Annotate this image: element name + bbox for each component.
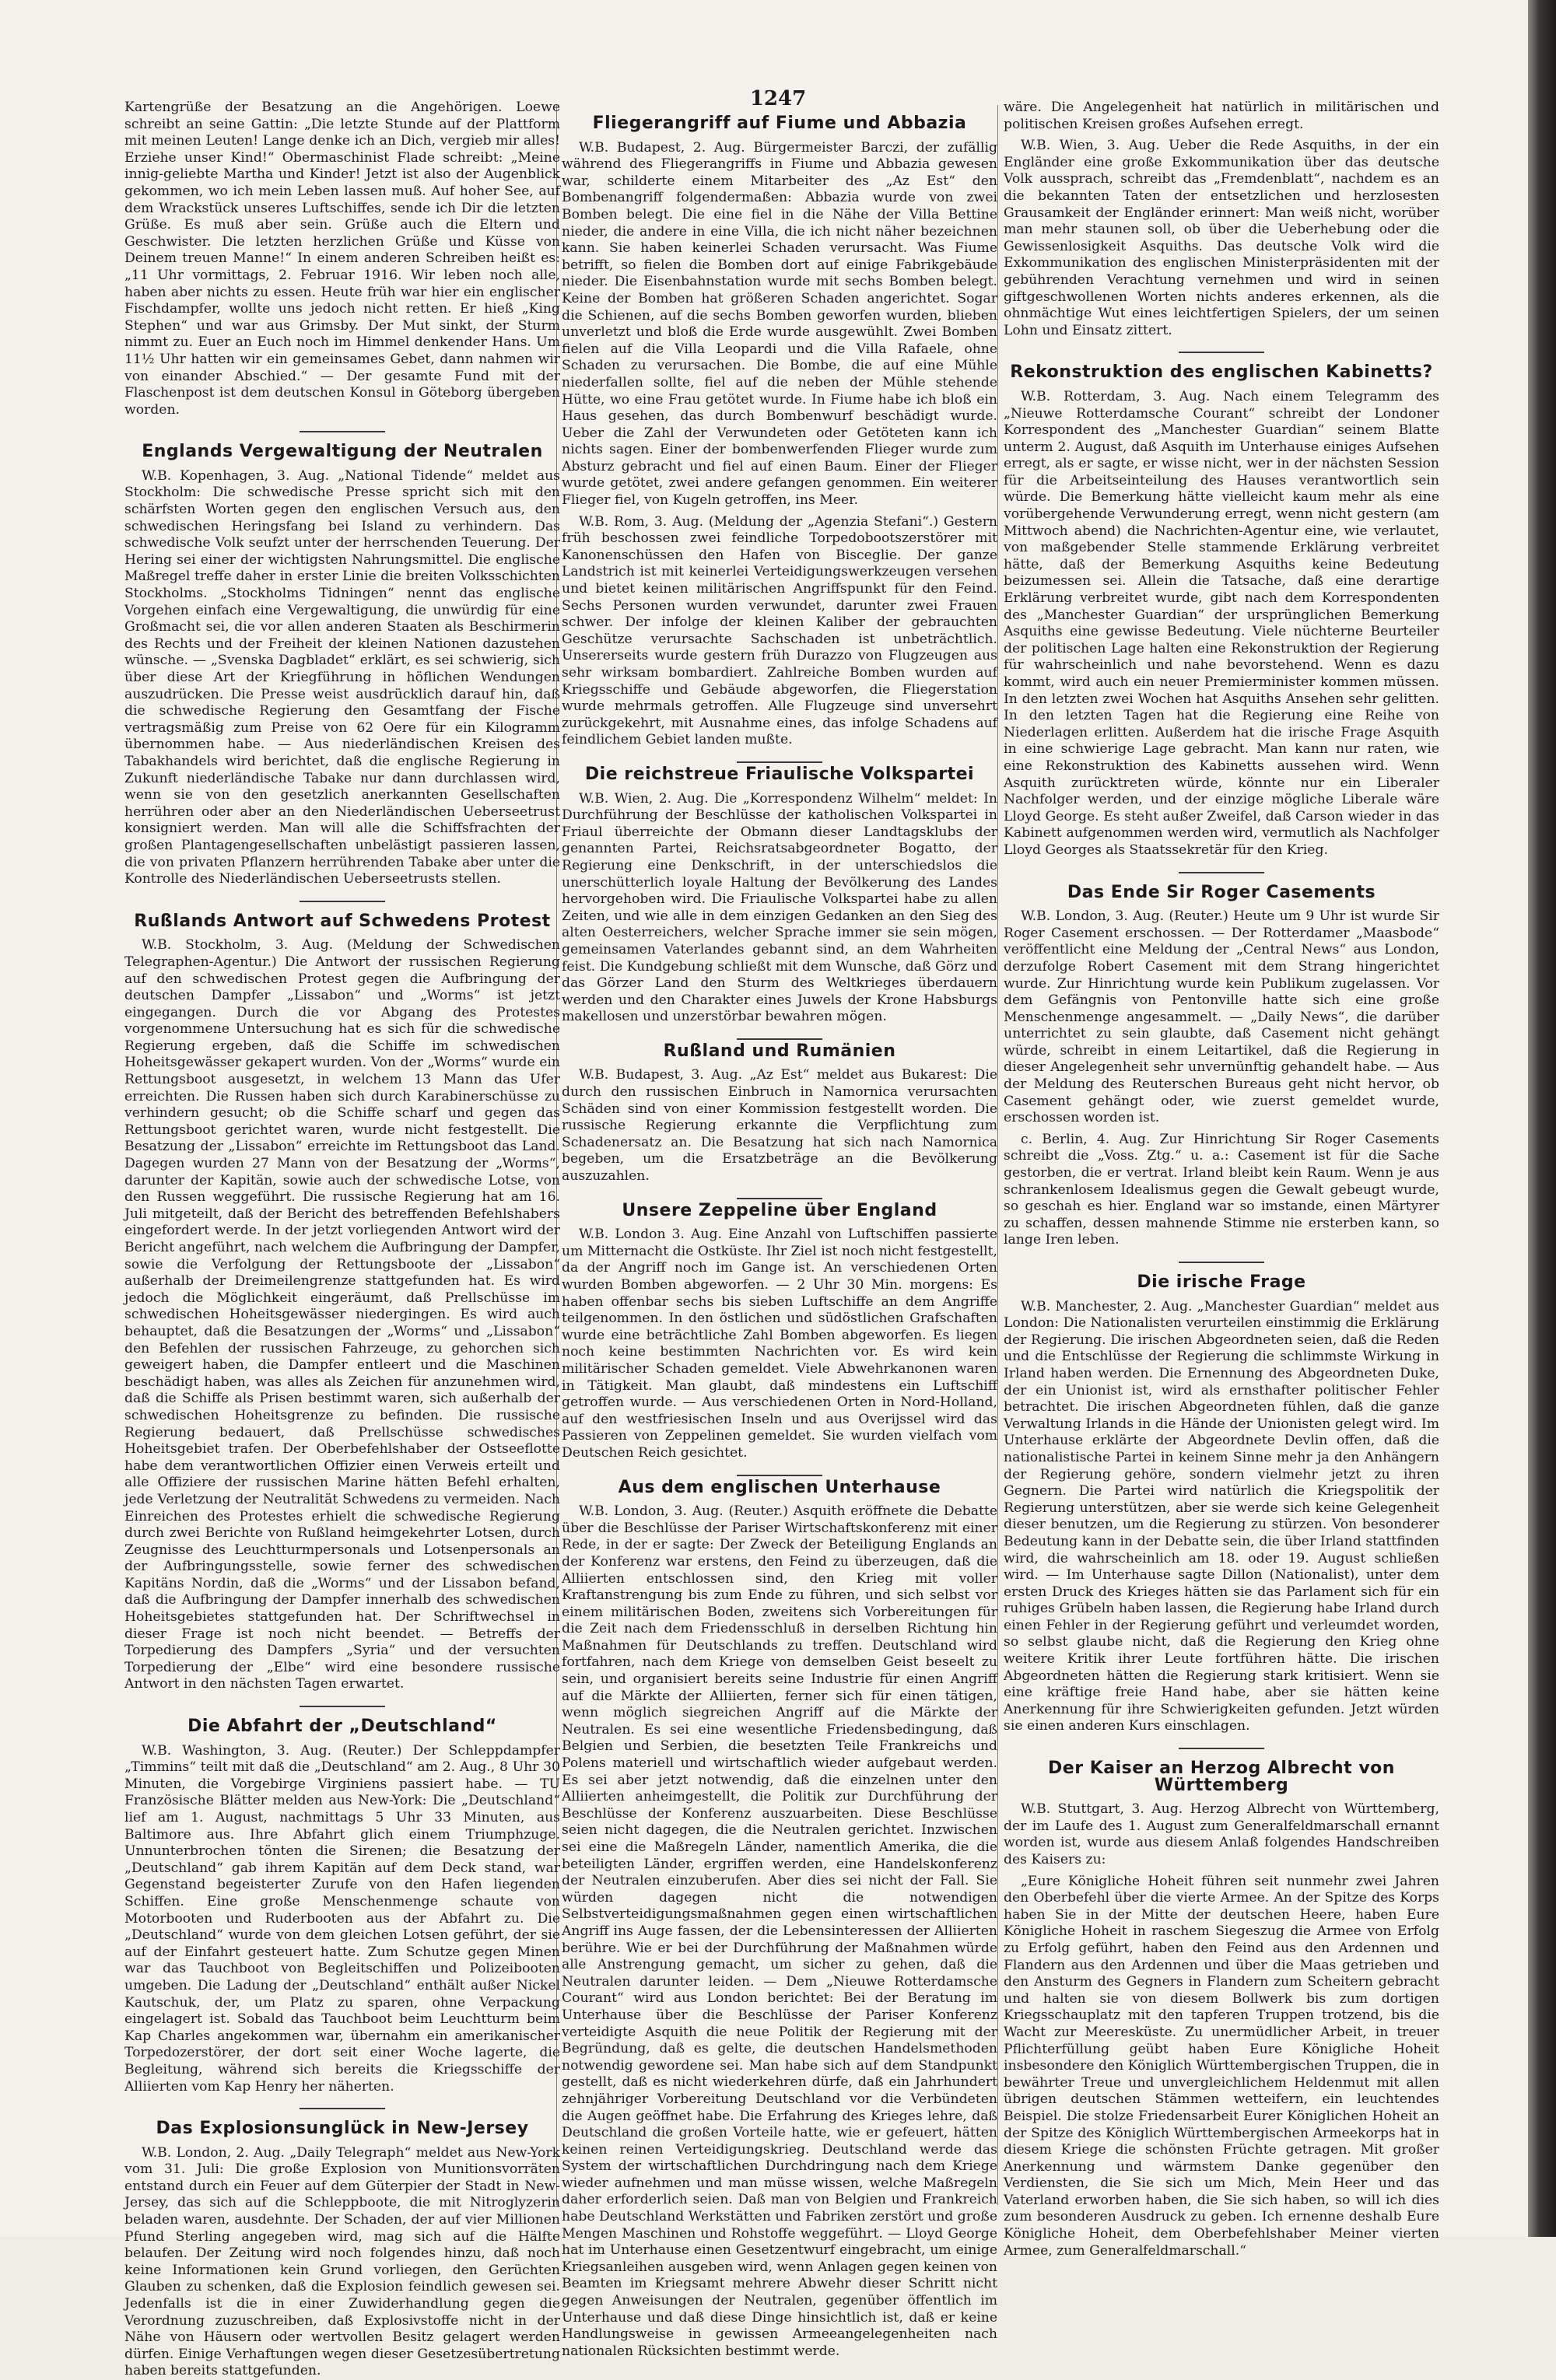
article-paragraph: W.B. Wien, 3. Aug. Ueber die Rede Asquiths, in der ein Engländer eine große Exkommunikation über das deutsche Volk aussprach, schreibt das „Fremdenblatt“, nachdem es an die bekannten Taten der entsetzlichen und herzlosesten Grausamkeit der Engländer erinnert: Man weiß nicht, worüber man mehr staunen soll, ob über die Ueberhebung oder die Gewissenlosigkeit Asquiths. Das deutsche Volk wird die Exkommunikation des englischen Ministerpräsidenten mit der gebührenden Verachtung vernehmen und wird in seinen giftgeschwollenen Worten nichts anderes erkennen, als die ohnmächtige Wut eines leichtfertigen Spielers, der um seinen Lohn und Einsatz zittert. (1004, 138, 1439, 338)
article (124, 443, 560, 901)
article-headline: Die reichstreue Friaulische Volkspartei (584, 764, 975, 784)
article-separator (300, 901, 385, 902)
article-headline: Die Abfahrt der „Deutschland“ (187, 1717, 497, 1737)
article-headline: Das Explosionsunglück in New-Jersey (156, 2119, 529, 2139)
article-paragraph: c. Berlin, 4. Aug. Zur Hinrichtung Sir Roger Casements schreibt die „Voss. Ztg.“ u. a.: Casement ist für die Sache gestorben, die er vertrat. Irland bleibt kein Raum. Wenn je aus schrankenlosem Idealismus gegen die Gewalt gebeugt wurde, so geschah es hier. England war so imstande, einen Märtyrer zu schaffen, dessen mahnende Stimme nie ersterben kann, so lange Iren leben. (1004, 1131, 1439, 1248)
article-separator (300, 1706, 385, 1707)
article-paragraph: W.B. Rom, 3. Aug. (Meldung der „Agenzia Stefani“.) Gestern früh beschossen zwei feindliche Torpedobootszerstörer mit Kanonenschüssen den Hafen von Bisceglie. Der ganze Landstrich ist mit keinerlei Verteidigungswerkzeugen versehen und bietet keinen militärischen Angriffspunkt für den Feind. Sechs Personen wurden verwundet, darunter zwei Frauen schwer. Der infolge der kleinen Kaliber der gebrauchten Geschütze verursachte Sachschaden ist unbeträchtlich. Unsererseits wurde gestern früh Durazzo von Flugzeugen aus sehr wirksam bombardiert. Zahlreiche Bomben wurden auf Kriegsschiffe und Gebäude abgeworfen, die Fliegerstation wurde mehrmals getroffen. Alle Flugzeuge sind unversehrt zurückgekehrt, mit Ausnahme eines, das infolge Schadens auf feindlichem Gebiet landen mußte. (562, 513, 997, 748)
column-right (1004, 100, 1439, 2259)
article (124, 100, 560, 432)
article-headline: Die irische Frage (1137, 1272, 1306, 1292)
article-paragraph: W.B. London 3. Aug. Eine Anzahl von Luftschiffen passierte um Mitternacht die Ostküste. Ihr Ziel ist noch nicht festgestellt, da der Angriff noch im Gange ist. An verschiedenen Orten wurden Bomben abgeworfen. — 2 Uhr 30 Min. morgens: Es haben offenbar sechs bis sieben Luftschiffe an dem Angriffe teilgenommen. In den östlichen und südöstlichen Grafschaften wurde eine beträchtliche Zahl Bomben abgeworfen. Es liegen noch keine bestimmten Nachrichten vor. Es wird kein militärischer Schaden gemeldet. Viele Abwehrkanonen waren in Tätigkeit. Man glaubt, daß mindestens ein Luftschiff getroffen wurde. — Aus verschiedenen Orten in Nord-Holland, auf den westfriesischen Inseln und aus Overijssel wird das Passieren von Zeppelinen gemeldet. Sie wurden vielfach vom Deutschen Reich gesichtet. (562, 1227, 997, 1461)
article-paragraph: W.B. London, 2. Aug. „Daily Telegraph“ meldet aus New-York vom 31. Juli: Die große Explosion von Munitionsvorräten entstand durch ein Feuer auf dem Güterpier der Stadt in New-Jersey, das sich auf die Schleppboote, die mit Nitroglyzerin beladen waren, ausdehnte. Der Schaden, der auf vier Millionen Pfund Sterling angegeben wird, mag sich auf die Hälfte belaufen. Der Zeitung wird noch folgendes hinzu, daß noch keine Informationen kein Grund vorliegen, den Gerüchten Glauben zu schenken, daß die Explosion feindlich gewesen sei. Jedenfalls ist die in einer Zuwiderhandlung gegen die Verordnung zuzuschreiben, daß Explosivstoffe nicht in der Nähe von Häusern oder wertvollen Besitz gelagert werden dürfen. Einige Verhaftungen wegen dieser Gesetzesübertretung haben bereits stattgefunden. (124, 2144, 560, 2379)
article-separator (300, 431, 385, 432)
article (1004, 884, 1439, 1263)
article-headline: Der Kaiser an Herzog Albrecht von Württemberg (1048, 1759, 1395, 1795)
article (124, 913, 560, 1707)
article-paragraph: Kartengrüße der Besatzung an die Angehörigen. Loewe schreibt an seine Gattin: „Die letzte Stunde auf der Plattform mit meinen Leuten! Lange denke ich an Dich, vergieb mir alles! Erziehe unser Kind!“ Obermaschinist Flade schreibt: „Meine innig-geliebte Martha und Kinder! Jetzt ist also der Augenblick gekommen, wo ich mein Leben lassen muß. Auf hoher See, auf dem Wrackstück unseres Luftschiffes, sende ich Dir die letzten Grüße. Es muß aber sein. Grüße auch die Eltern und Geschwister. Die letzten herzlichen Grüße und Küsse von Deinem treuen Manne!“ In einem anderen Schreiben heißt es: „11 Uhr vormittags, 2. Februar 1916. Wir leben noch alle, haben aber nichts zu essen. Heute früh war hier ein englischer Fischdampfer, wollte uns jedoch nicht retten. Er hieß „King Stephen“ und war aus Grimsby. Der Mut sinkt, der Sturm nimmt zu. Euer an Euch noch im Himmel denkender Hans. Um 11½ Uhr hatten wir ein gemeinsames Gebet, dann nahmen wir von einander Abschied.“ — Der gesamte Fund mit der Flaschenpost ist dem deutschen Konsul in Göteborg übergeben worden. (124, 100, 560, 418)
article-paragraph: W.B. Manchester, 2. Aug. „Manchester Guardian“ meldet aus London: Die Nationalisten verurteilen einstimmig die Erklärung der Regierung. Die irischen Abgeordneten seien, daß die Reden und die Entschlüsse der Regierung die schlimmste Wirkung in Irland haben werden. Die Ernennung des Abgeordneten Duke, der ein Unionist ist, wird als ernsthafter politischer Fehler betrachtet. Die irischen Abgeordneten fühlen, daß die ganze Verwaltung Irlands in die Hände der Unionisten gelegt wird. Im Unterhause erklärte der Abgeordnete Devlin offen, daß die nationalistische Partei in keinem Sinne mehr ja den Anhängern der Regierung gehöre, sondern vielmehr jetzt zu ihren Gegnern. Die Partei wird natürlich die Kriegspolitik der Regierung unterstützen, aber sie werde sich keine Gelegenheit dieser benutzen, um die Regierung zu stürzen. Von besonderer Bedeutung kann in der Debatte sein, die über Irland stattfinden wird, die wahrscheinlich am 18. oder 19. August schließen wird. — Im Unterhause sagte Dillon (Nationalist), unter dem ersten Druck des Krieges hätten sie das Parlament sich für ein ruhiges Grübeln haben lassen, die Regierung habe Irland durch einen Fehler in der Regierung geführt und verleumdet worden, so selbst glaube nicht, daß die Regierung den Krieg ohne weitere Kritik ihrer Leute fortführen hätte. Die irischen Abgeordneten hätten die Regierung stark kritisiert. Wenn sie eine kräftige freie Hand habe, aber sie hätten keine Anerkennung für ihre Schwierigkeiten gefunden. Jetzt würden sie einen anderen Kurs einschlagen. (1004, 1298, 1439, 1734)
article-headline: Rußlands Antwort auf Schwedens Protest (134, 911, 551, 931)
article-headline: Das Ende Sir Roger Casements (1067, 882, 1376, 902)
article-headline: Rußland und Rumänien (663, 1041, 896, 1061)
article-paragraph: W.B. Kopenhagen, 3. Aug. „National Tidende“ meldet aus Stockholm: Die schwedische Presse spricht sich mit den schärfsten Worten gegen den englischen Versuch aus, den schwedischen Heringsfang bei Island zu verhindern. Das schwedische Volk seufzt unter der herrschenden Teuerung. Der Hering sei einer der wichtigsten Nahrungsmittel. Die englische Maßregel treffe daher in erster Linie die breiten Volksschichten Stockholms. „Stockholms Tidningen“ nennt das englische Vorgehen einfach eine Vergewaltigung, die unwürdig für eine Großmacht sei, die vor allen anderen Staaten als Beschirmerin des Rechts und der Freiheit der kleinen Nationen dazustehen wünsche. — „Svenska Dagbladet“ erklärt, es sei schwierig, sich über diese Art der Kriegführung in höflichen Wendungen auszudrücken. Die Presse weist ausdrücklich darauf hin, daß die schwedische Regierung den Gesamtfang der Fische vertragsmäßig zum Preise von 62 Oere für ein Kilogramm übernommen habe. — Aus niederländischen Kreisen des Tabakhandels wird berichtet, daß die englische Regierung in Zukunft niederländische Tabake nur dann durchlassen wird, wenn sie von den gesetzlich anerkannten Gesellschaften herrühren oder aber an den Niederländischen Ueberseetrust konsigniert werden. Man will alle die Schiffsfrachten der großen Plantagengesellschaften unbelästigt passieren lassen, die von privaten Pflanzern herrührenden Tabake aber unter die Kontrolle des Niederländischen Ueberseetrusts stellen. (124, 467, 560, 887)
column-divider (997, 105, 998, 2205)
article-headline: Fliegerangriff auf Fiume und Abbazia (592, 114, 967, 133)
article-paragraph: W.B. Washington, 3. Aug. (Reuter.) Der Schleppdampfer „Timmins“ teilt mit daß die „Deutschland“ am 2. Aug., 8 Uhr 30 Minuten, die Vorgebirge Virginiens passiert habe. — TU Französische Blätter melden aus New-York: Die „Deutschland“ lief am 1. August, nachmittags 5 Uhr 33 Minuten, aus Baltimore aus. Ihre Abfahrt glich einem Triumphzuge. Unnunterbrochen tönten die Sirenen; die Besatzung der „Deutschland“ gab ihrem Kapitän auf dem Deck stand, war Gegenstand begeisterter Zurufe von den Hafen liegenden Schiffen. Eine große Menschenmenge schaute von Motorbooten und Ruderbooten aus der Abfahrt zu. Die „Deutschland“ wurde von dem gleichen Lotsen geführt, der sie auf der Einfahrt gesteuert hatte. Zum Schutze gegen Minen war das Tauchboot von Begleitschiffen und Polizeibooten umgeben. Die Ladung der „Deutschland“ enthält außer Nickel Kautschuk, der, um Platz zu sparen, ohne Verpackung eingelagert ist. Sobald das Tauchboot beim Leuchtturm beim Kap Charles angekommen war, übernahm ein amerikanischer Torpedozerstörer, der dort seit einer Woche lagerte, die Begleitung, während sich bereits die Kriegsschiffe der Alliierten vom Kap Henry her näherten. (124, 1742, 560, 2095)
page-number: 1247 (749, 87, 807, 110)
article-headline: Rekonstruktion des englischen Kabinetts? (1010, 362, 1433, 383)
article (562, 1043, 997, 1199)
article-headline: Aus dem englischen Unterhause (618, 1477, 941, 1497)
article-headline: Unsere Zeppeline über England (622, 1200, 937, 1220)
column-middle (562, 114, 997, 2359)
article-separator (1179, 1748, 1264, 1749)
article-separator (1179, 352, 1264, 353)
article-separator (737, 1038, 822, 1040)
article-paragraph: W.B. Budapest, 2. Aug. Bürgermeister Barczi, der zufällig während des Fliegerangriffs in Fiume und Abbazia gewesen war, schilderte einem Mitarbeiter des „Az Est“ den Bombenangriff folgendermaßen: Abbazia wurde von zwei Bomben belegt. Die eine fiel in die Nähe der Villa Bettine nieder, die andere in eine Villa, die ich nicht näher bezeichnen kann. Sie haben keinerlei Schaden verursacht. Was Fiume betrifft, so fielen die Bomben dort auf einige Fabrikgebäude nieder. Die Eisenbahnstation wurde mit sechs Bomben belegt. Keine der Bomben hat größeren Schaden angerichtet. Sogar die Schienen, auf die sechs Bomben geworfen wurden, blieben unverletzt und bloß die Erde wurde ausgewühlt. Zwei Bomben fielen auf die Villa Leopardi und die Villa Rafaele, ohne Schaden zu verursachen. Die Bombe, die auf eine Mühle niederfallen sollte, fiel auf die neben der Mühle stehende Hütte, wo eine Frau getötet wurde. In Fiume habe ich bloß ein Haus gesehen, das durch Bombenwurf beschädigt wurde. Ueber die Zahl der Verwundeten oder Getöteten kann ich nichts sagen. Einer der bombenwerfenden Flieger wurde zum Absturz gebracht und fiel auf einen Baum. Einer der Flieger wurde getötet, zwei andere gefangen genommen. Ein weiterer Flieger fiel, von Kugeln getroffen, ins Meer. (562, 139, 997, 509)
article-paragraph: wäre. Die Angelegenheit hat natürlich in militärischen und politischen Kreisen großes Aufsehen erregt. (1004, 100, 1439, 132)
article-paragraph: W.B. Wien, 2. Aug. Die „Korrespondenz Wilhelm“ meldet: In Durchführung der Beschlüsse der katholischen Volkspartei in Friaul überreichte der Obmann dieser Landtagsklubs der genannten Partei, Reichsratsabgeordneter Bogatto, der Regierung eine Denkschrift, in der unterschiedslos die unerschütterlich loyale Haltung der Bevölkerung des Landes hervorgehoben wird. Die Friaulische Volkspartei habe zu allen Zeiten, und wie alle in dem einzigen Gedanken an den Sieg des alten Oesterreichers, welcher Sprache immer sie sein mögen, gemeinsamen Vaterlandes gebannt sind, an dem Wahrheiten feist. Die Kundgebung schließt mit dem Wunsche, daß Görz und das Görzer Land den Sturm des Weltkrieges überdauern werden und den Charakter eines Juwels der Krone Habsburgs makellosen und unzerstörbar bewahren mögen. (562, 790, 997, 1025)
article (1004, 1760, 1439, 2259)
article (562, 1202, 997, 1476)
article-separator (737, 761, 822, 763)
article-paragraph: W.B. London, 3. Aug. (Reuter.) Heute um 9 Uhr ist wurde Sir Roger Casement erschossen. — Der Rotterdamer „Maasbode“ veröffentlicht eine Meldung der „Central News“ aus London, derzufolge Robert Casement mit dem Strang hingerichtet wurde. Zur Hinrichtung wurde kein Publikum zugelassen. Vor dem Gefängnis von Pentonville hatte sich eine große Menschenmenge angesammelt. — „Daily News“, die darüber unterrichtet zu sein glaubte, daß Casement nicht gehängt würde, schreibt in einem Leitartikel, daß die Regierung in dieser Angelegenheit sehr unvernünftig gehandelt habe. — Aus der Meldung des Reuterschen Bureaus geht nicht hervor, ob Casement gehängt oder, wie zuerst gemeldet wurde, erschossen worden ist. (1004, 908, 1439, 1126)
article (124, 2120, 560, 2380)
article-paragraph: W.B. Stuttgart, 3. Aug. Herzog Albrecht von Württemberg, der im Laufe des 1. August zum Generalfeldmarschall ernannt worden ist, wurde aus diesem Anlaß folgendes Handschreiben des Kaisers zu: (1004, 1801, 1439, 1867)
article (1004, 364, 1439, 873)
article-paragraph: W.B. Budapest, 3. Aug. „Az Est“ meldet aus Bukarest: Die durch den russischen Einbruch in Namornica verursachten Schäden sind von einer Kommission festgestellt worden. Die russische Regierung erkannte die Verpflichtung zum Schadenersatz an. Die Besatzung hat sich nach Namornica begeben, um die Ersatzbeträge an die Bevölkerung auszuzahlen. (562, 1067, 997, 1185)
article-headline: Englands Vergewaltigung der Neutralen (142, 442, 543, 462)
article-paragraph: W.B. London, 3. Aug. (Reuter.) Asquith eröffnete die Debatte über die Beschlüsse der Pariser Wirtschaftskonferenz mit einer Rede, in der er sagte: Der Zweck der Beteiligung Englands an der Konferenz war erstens, den Feind zu überzeugen, daß die Alliierten entschlossen sind, den Krieg mit voller Kraftanstrengung bis zum Ende zu führen, und sich selbst vor einem militärischen Boden, zweitens sich Vorbereitungen für die Zeit nach dem Friedensschluß in derselben Richtung hin Maßnahmen für Deutschlands zu treffen. Deutschland wird fortfahren, nach dem Kriege von demselben Geist beseelt zu sein, und organisiert bereits seine Industrie für einen Angriff auf die Märkte der Alliierten, ferner sich für einen tätigen, wenn möglich siegreichen Angriff auf die Märkte der Neutralen. Es sei eine wesentliche Friedensbedingung, daß Belgien und Serbien, die besetzten Teile Frankreichs und Polens materiell und wirtschaftlich wieder aufgebaut werden. Es sei aber jetzt notwendig, daß die einzelnen unter den Alliierten anheimgestellt, die Politik zur Durchführung der Beschlüsse der Konferenz auszuarbeiten. Diese Beschlüsse seien nicht dagegen, die die Neutralen gerichtet. Inzwischen sei eine die Maßregeln Länder, namentlich Amerika, die die beteiligten Länder, ergriffen werden, eine Handelskonferenz der Neutralen einzuberufen. Aber dies sei nicht der Fall. Sie würden dagegen nicht die notwendigen Selbstverteidigungsmaßnahmen gegen einen wirtschaftlichen Angriff ins Auge fassen, der die Lebensinteressen der Alliierten berühre. Wie er bei der Durchführung der Maßnahmen würde alle Anstrengung gemacht, um sicher zu gehen, daß die Neutralen darunter leiden. — Dem „Nieuwe Rotterdamsche Courant“ wird aus London berichtet: Bei der Beratung im Unterhause über die Beschlüsse der Pariser Konferenz verteidigte Asquith die neue Politik der Regierung mit der Begründung, daß es gelte, die deutschen Handelsmethoden notwendig gewordene sei. Man habe sich auf dem Standpunkt gestellt, daß es nicht wiederkehren dürfe, daß ein Jahrhundert zehnjähriger Vorbereitung Deutschland vor die Verbündeten die Augen geöffnet habe. Die Erfahrung des Krieges lehre, daß Deutschland die großen Vorteile hatte, wie er gefeuert, hätten keinen reinen Verteidigungskrieg. Deutschland werde das System der wirtschaftlichen Durchdringung nach dem Kriege wieder aufnehmen und man müsse wissen, welche Maßregeln daher erforderlich seien. Daß man von Belgien und Frankreich habe Deutschland Werkstätten und Fabriken zerstört und große Mengen Maschinen und Rohstoffe weggeführt. — Lloyd George hat im Unterhause einen Gesetzentwurf eingebracht, um einige Kriegsanleihen ausgeben wird, wenn Anlagen gegen keinen von Beamten im Kriegsamt mehrere Abwehr dieser Schritt nicht gegen Anweisungen der Neutralen, gegenüber öffentlich im Unterhause und daß diese Dinge hinsichtlich ist, daß er keine Handlungsweise in gewissen Armeeangelegenheiten nach nationalen Rücksichten bestimmt werde. (562, 1503, 997, 2359)
article-paragraph: W.B. Stockholm, 3. Aug. (Meldung der Schwedischen Telegraphen-Agentur.) Die Antwort der russischen Regierung auf den schwedischen Protest gegen die Aufbringung der deutschen Dampfer „Lissabon“ und „Worms“ ist jetzt eingegangen. Durch die vor Abgang des Protestes vorgenommene Untersuchung hat es sich für die schwedische Regierung ergeben, daß die Schiffe im schwedischen Hoheitsgewässer gekapert wurden. Von der „Worms“ wurde ein Rettungsboot ausgesetzt, in welchem 13 Mann das Ufer erreichten. Die Russen haben sich durch Karabinerschüsse zu verhindern gesucht; ob die Schiffe scharf und gegen das Rettungsboot gerichtet waren, wurde nicht festgestellt. Die Besatzung der „Lissabon“ erreichte im Rettungsboot das Land. Dagegen wurden 27 Mann von der Besatzung der „Worms“, darunter der Kapitän, sowie auch der schwedische Lotse, von den Russen weggeführt. Die russische Regierung hat am 16. Juli mitgeteilt, daß der Bericht des betreffenden Befehlshabers eingefordert werde. In der jetzt vorliegenden Antwort wird der Bericht angeführt, nach welchem die Aufbringung der Dampfer, sowie die Verfolgung der Rettungsboote der „Lissabon“ außerhalb der Dreimeilengrenze stattgefunden hat. Es wird jedoch die Möglichkeit eingeräumt, daß Prellschüsse im schwedischen Hoheitsgewässer niedergingen. Es wird auch behauptet, daß die Besatzungen der „Worms“ und „Lissabon“ den Befehlen der russischen Fahrzeuge, zu gehorchen sich geweigert haben, die Dampfer entleert und die Maschinen beschädigt haben, was alles als Zeichen für anzunehmen wird, daß die Schiffe als Prisen bestimmt waren, sich außerhalb der schwedischen Hoheitsgrenze zu befinden. Die russische Regierung bedauert, daß Prellschüsse schwedisches Hoheitsgebiet trafen. Der Oberbefehlshaber der Ostseeflotte habe dem verantwortlichen Offizier einen Verweis erteilt und alle Offiziere der russischen Marine hätten Befehl erhalten, jede Verletzung der Neutralität Schwedens zu vermeiden. Nach Einreichen des Protestes erhielt die schwedische Regierung durch zwei Berichte von Rußland heimgekehrter Lotsen, durch Zeugnisse des Leuchtturmpersonals und Lotsenpersonals an der Aufbringungsstelle, sowie ferner des schwedischen Kapitäns Nordin, daß die „Worms“ und der Lissabon befand, daß die Aufbringung der Dampfer innerhalb des schwedischen Hoheitsgebietes stattgefunden hat. Der Schriftwechsel in dieser Frage ist noch nicht beendet. — Betreffs der Torpedierung des Dampfers „Syria“ und der versuchten Torpedierung der „Elbe“ wird eine besondere russische Antwort in den nächsten Tagen erwartet. (124, 937, 560, 1692)
article (124, 1718, 560, 2109)
article (1004, 1274, 1439, 1749)
article-separator (1179, 872, 1264, 873)
article-separator (737, 1198, 822, 1199)
column-left (124, 100, 560, 2379)
article (562, 115, 997, 763)
article (562, 1479, 997, 2361)
article-paragraph: „Eure Königliche Hoheit führen seit nunmehr zwei Jahren den Oberbefehl über die vierte Armee. An der Spitze des Korps haben Sie in der Mitte der deutschen Heere, haben Eure Königliche Hoheit in raschem Siegeszug die Armee von Erfolg zu Erfolg geführt, haben den Feind aus den Ardennen und Flandern aus den Ardennen und über die Maas getrieben und den Ansturm des Gegners in Flandern zum Scheitern gebracht und halten sie von diesem Bollwerk bis zum dortigen Kriegsschauplatz mit den tapferen Truppen trotzend, bis die Wacht zur Meeresküste. Zu unermüdlicher Arbeit, in treuer Pflichterfüllung geübt haben Eure Königliche Hoheit insbesondere den Königlich Württembergischen Truppen, die in bewährter Treue und unvergleichlichem Heldenmut mit allen übrigen deutschen Stämmen wetteifern, ein leuchtendes Beispiel. Die stolze Friedensarbeit Eurer Königlichen Hoheit an der Spitze des Königlich Württembergischen Armeekorps hat in diesem Kriege die schönsten Früchte getragen. Mit großer Anerkennung und wärmstem Danke gegenüber den Verdiensten, die Sie sich um Mich, Mein Heer und das Vaterland erworben haben, die Sie sich haben, so will ich dies zum besonderen Ausdruck zu geben. Ich ernenne deshalb Eure Königliche Hoheit, dem Oberbefehlshaber Meiner vierten Armee, zum Generalfeldmarschall.“ (1004, 1873, 1439, 2259)
article-separator (300, 2108, 385, 2109)
article-paragraph: W.B. Rotterdam, 3. Aug. Nach einem Telegramm des „Nieuwe Rotterdamsche Courant“ schreibt der Londoner Korrespondent des „Manchester Guardian“ seinem Blatte unterm 2. August, daß Asquith im Unterhause einiges Aufsehen erregt, als er sagte, er wisse nicht, wer in der nächsten Session für die Arbeitseinteilung des Hauses verantwortlich sein würde. Die Bemerkung hätte vielleicht kaum mehr als eine vorübergehende Verwunderung erregt, wenn nicht gestern (am Mittwoch abend) die Nachrichten-Agentur eine, wie verlautet, von maßgebender Stelle stammende Erklärung verbreitet hätte, daß der Bemerkung Asquiths keine Bedeutung beizumessen sei. Allein die Tatsache, daß eine derartige Erklärung verbreitet wurde, gibt nach dem Korrespondenten des „Manchester Guardian“ der ursprünglichen Bemerkung Asquiths eine gewisse Bedeutung. Viele nüchterne Beurteiler der politischen Lage halten eine Rekonstruktion der Regierung für wahrscheinlich und nahe bevorstehend. Wenn es dazu kommt, wird auch ein neuer Premierminister kommen müssen. In den letzten zwei Wochen hat Asquiths Ansehen sehr gelitten. In den letzten Tagen hat die Regierung eine Reihe von Niederlagen erlitten. Außerdem hat die irische Frage Asquith in eine schwierige Lage gebracht. Man kann nur raten, wie eine Rekonstruktion des Kabinetts aussehen wird. Wenn Asquith zurücktreten würde, könnte nur ein Liberaler Nachfolger werden, und der einzige mögliche Liberale wäre Lloyd George. Es steht außer Zweifel, daß Carson wieder in das Kabinett aufgenommen werden wird, vermutlich als Nachfolger Lloyd Georges als Staatssekretär für den Krieg. (1004, 388, 1439, 858)
article (562, 766, 997, 1040)
article-separator (737, 1475, 822, 1476)
article (1004, 100, 1439, 353)
article-separator (1179, 1262, 1264, 1263)
binding-edge (1528, 0, 1556, 2237)
